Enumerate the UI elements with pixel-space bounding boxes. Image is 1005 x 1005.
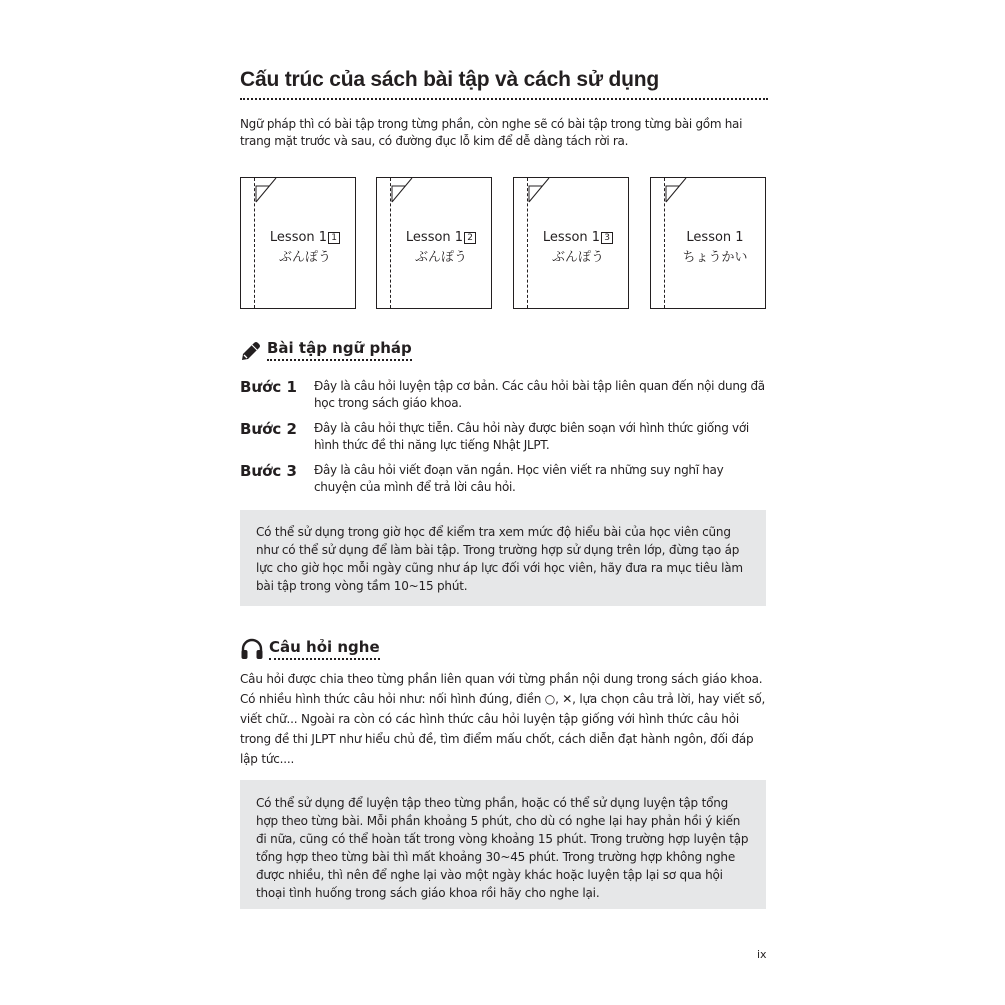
listening-note-box: Có thể sử dụng để luyện tập theo từng phần, hoặc có thể sử dụng luyện tập tổng hợp theo từng bài. Mỗi phần khoảng 5 phút, cho dù có nghe lại hay phản hồi ý kiến đi nữa, cũng có thể hoàn tất trong vòng khoảng 15 phút. Trong trường hợp luyện tập tổng hợp theo từng bài thì mất khoảng 30~45 phút. Trong trường hợp không nghe được nhiều, thì nên để nghe lại vào một ngày khác hoặc luyện tập lại sơ qua hội thoại tình huống trong sách giáo khoa rồi hãy cho nghe lại.: [240, 780, 766, 909]
lesson-card: [376, 177, 492, 309]
lesson-part-number: 1: [328, 232, 340, 244]
pencil-icon: [240, 339, 262, 361]
lesson-part-number: 3: [601, 232, 613, 244]
lesson-card: [650, 177, 766, 309]
lesson-part-number: 2: [464, 232, 476, 244]
listening-paragraph: Câu hỏi được chia theo từng phần liên quan với từng phần nội dung trong sách giáo khoa. Có nhiều hình thức câu hỏi như: nối hình đúng, điền ○, ✕, lựa chọn câu trả lời, hay viết số, viết chữ... Ngoài ra còn có các hình thức câu hỏi luyện tập giống với hình thức câu hỏi trong đề thi JLPT như hiểu chủ đề, tìm điểm mấu chốt, cách diễn đạt hành ngôn, đối đáp lập tức....: [240, 672, 766, 766]
lesson-card-label: Lesson 1 3 ぶんぽう: [528, 228, 628, 268]
headphones-icon: [240, 637, 264, 661]
step-text: Đây là câu hỏi viết đoạn văn ngắn. Học viên viết ra những suy nghĩ hay chuyện của mình để trả lời câu hỏi.: [314, 463, 724, 494]
page-fold-icon: [255, 177, 277, 203]
intro-paragraph: Ngữ pháp thì có bài tập trong từng phần, còn nghe sẽ có bài tập trong từng bài gồm hai trang mặt trước và sau, có đường đục lỗ kim để dễ dàng tách rời ra.: [240, 117, 743, 148]
step-text: Đây là câu hỏi luyện tập cơ bản. Các câu hỏi bài tập liên quan đến nội dung đã học trong sách giáo khoa.: [314, 379, 765, 410]
step-label: Bước 1: [240, 378, 297, 396]
lesson-card-label: Lesson 1 1 ぶんぽう: [255, 228, 355, 268]
page-fold-icon: [665, 177, 687, 203]
page-number: ix: [757, 948, 767, 961]
grammar-note-box: Có thể sử dụng trong giờ học để kiểm tra xem mức độ hiểu bài của học viên cũng như có thể sử dụng để làm bài tập. Trong trường hợp sử dụng trên lớp, đừng tạo áp lực cho giờ học mỗi ngày cũng như áp lực đối với học viên, hãy đưa ra mục tiêu làm bài tập trong vòng tầm 10~15 phút.: [240, 510, 766, 606]
lesson-card: [240, 177, 356, 309]
page-fold-icon: [528, 177, 550, 203]
step-label: Bước 2: [240, 420, 297, 438]
lesson-card-label: Lesson 1 ちょうかい: [682, 230, 748, 265]
step-text: Đây là câu hỏi thực tiễn. Câu hỏi này được biên soạn với hình thức giống với hình thức đề thi năng lực tiếng Nhật JLPT.: [314, 421, 749, 452]
page-title: Cấu trúc của sách bài tập và cách sử dụng: [240, 68, 768, 100]
grammar-heading: Bài tập ngữ pháp: [240, 339, 412, 361]
listening-heading: Câu hỏi nghe: [240, 637, 380, 661]
lesson-card: [513, 177, 629, 309]
lesson-card-label: Lesson 1 2 ぶんぽう: [391, 228, 491, 268]
page-fold-icon: [391, 177, 413, 203]
step-label: Bước 3: [240, 462, 297, 480]
